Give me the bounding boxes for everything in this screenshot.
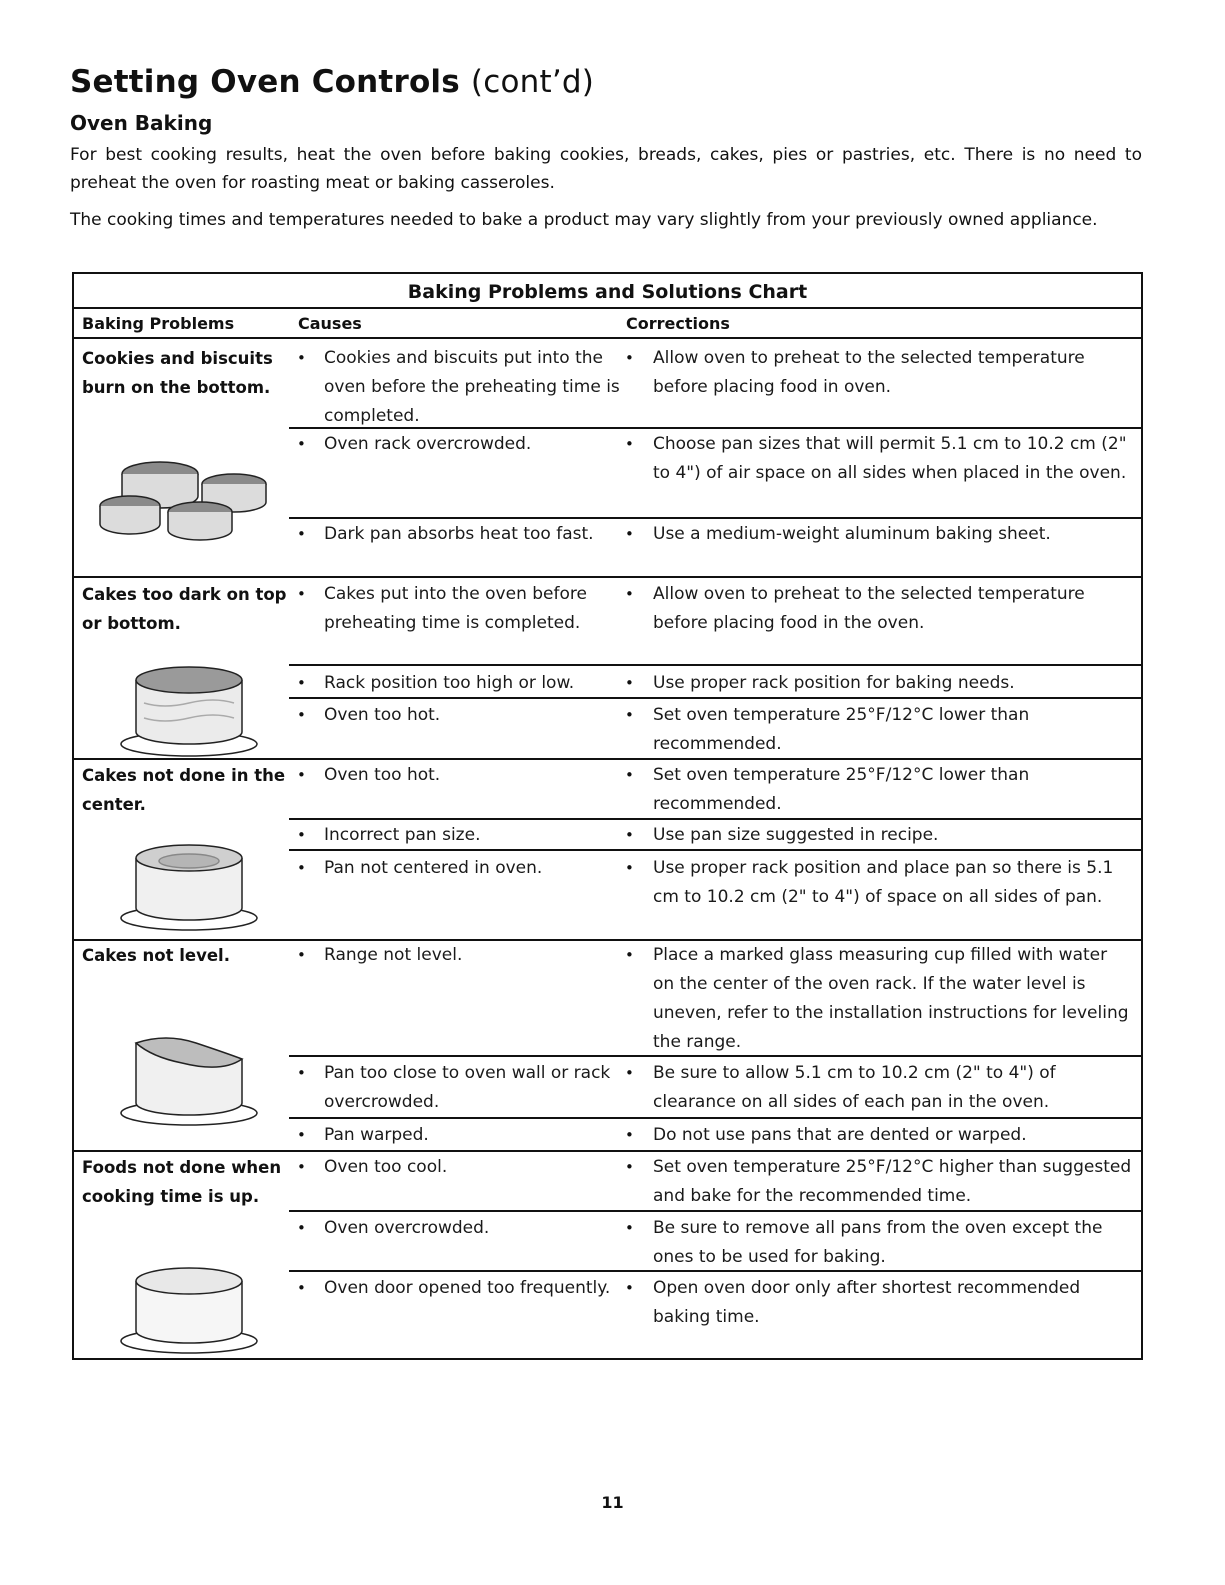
page-title-suffix: (cont’d): [470, 64, 595, 100]
header-causes: Causes: [298, 314, 362, 333]
row-divider: [289, 1210, 1141, 1212]
correction-text: Place a marked glass measuring cup filled with water on the center of the oven rack. If the water level is uneven, refer to the installation instructions for leveling the range.: [653, 945, 1129, 1052]
bullet: •: [625, 525, 634, 543]
problem-label: Cakes too dark on top or bottom.: [82, 585, 287, 633]
group-divider: [74, 1150, 1141, 1152]
correction-text: Open oven door only after shortest recommended baking time.: [653, 1278, 1081, 1327]
cause-text: Pan too close to oven wall or rack overcrowded.: [324, 1063, 611, 1112]
cause-text: Oven too hot.: [324, 765, 441, 785]
correction-text: Do not use pans that are dented or warped.: [653, 1125, 1027, 1145]
row-divider: [289, 849, 1141, 851]
cause-text: Range not level.: [324, 945, 463, 965]
row-divider: [289, 1055, 1141, 1057]
bullet: •: [297, 946, 306, 964]
problem-label: Foods not done when cooking time is up.: [82, 1158, 282, 1206]
correction-text: Choose pan sizes that will permit 5.1 cm to 10.2 cm (2" to 4") of air space on all sides when placed in the oven.: [653, 434, 1127, 483]
bullet: •: [625, 1126, 634, 1144]
bullet: •: [625, 1219, 634, 1237]
bullet: •: [297, 706, 306, 724]
cause-text: Pan warped.: [324, 1125, 429, 1145]
cause-text: Oven overcrowded.: [324, 1218, 490, 1238]
sunken-cake-illustration: [114, 834, 264, 934]
bullet: •: [625, 349, 634, 367]
bullet: •: [297, 1158, 306, 1176]
bullet: •: [625, 435, 634, 453]
correction-text: Allow oven to preheat to the selected temperature before placing food in the oven.: [653, 584, 1085, 633]
header-baking-problems: Baking Problems: [82, 314, 235, 333]
row-divider: [289, 664, 1141, 666]
bullet: •: [625, 585, 634, 603]
row-divider: [289, 427, 1141, 429]
cause-text: Rack position too high or low.: [324, 673, 575, 693]
bullet: •: [625, 946, 634, 964]
problem-label: Cakes not level.: [82, 946, 230, 965]
intro-paragraph-1: For best cooking results, heat the oven before baking cookies, breads, cakes, pies or pastries, etc. There is no need to preheat the oven for roasting meat or baking casseroles.: [70, 145, 1142, 193]
correction-text: Use a medium-weight aluminum baking sheet.: [653, 524, 1051, 544]
correction-text: Set oven temperature 25°F/12°C lower than recommended.: [653, 765, 1030, 814]
cookie-pans-illustration: [96, 446, 271, 546]
cause-text: Cookies and biscuits put into the oven before the preheating time is completed.: [324, 348, 620, 426]
dark-cake-illustration: [114, 658, 264, 758]
correction-text: Use proper rack position and place pan so there is 5.1 cm to 10.2 cm (2" to 4") of space on all sides of pan.: [653, 858, 1114, 907]
page-title: Setting Oven Controls (cont’d): [70, 64, 595, 100]
cause-text: Oven rack overcrowded.: [324, 434, 532, 454]
bullet: •: [625, 859, 634, 877]
header-divider: [74, 337, 1141, 339]
row-divider: [289, 1270, 1141, 1272]
cause-text: Dark pan absorbs heat too fast.: [324, 524, 594, 544]
bullet: •: [297, 1219, 306, 1237]
bullet: •: [297, 585, 306, 603]
bullet: •: [297, 435, 306, 453]
problem-label: Cakes not done in the center.: [82, 766, 286, 814]
bullet: •: [297, 1126, 306, 1144]
row-divider: [289, 818, 1141, 820]
uneven-cake-illustration: [114, 1029, 264, 1129]
bullet: •: [625, 766, 634, 784]
section-title: Oven Baking: [70, 111, 213, 135]
row-divider: [289, 697, 1141, 699]
header-corrections: Corrections: [626, 314, 730, 333]
intro-paragraph-2: The cooking times and temperatures needed to bake a product may vary slightly from your previously owned appliance.: [70, 210, 1098, 230]
group-divider: [74, 576, 1141, 578]
cause-text: Cakes put into the oven before preheating time is completed.: [324, 584, 587, 633]
cause-text: Oven too cool.: [324, 1157, 448, 1177]
chart-title: Baking Problems and Solutions Chart: [74, 274, 1141, 309]
bullet: •: [625, 1158, 634, 1176]
cause-text: Oven door opened too frequently.: [324, 1278, 611, 1298]
bullet: •: [297, 1279, 306, 1297]
group-divider: [74, 758, 1141, 760]
bullet: •: [297, 859, 306, 877]
bullet: •: [625, 826, 634, 844]
correction-text: Use proper rack position for baking needs.: [653, 673, 1015, 693]
correction-text: Use pan size suggested in recipe.: [653, 825, 939, 845]
correction-text: Allow oven to preheat to the selected temperature before placing food in oven.: [653, 348, 1085, 397]
bullet: •: [297, 525, 306, 543]
page-number: 11: [601, 1493, 624, 1512]
bullet: •: [297, 349, 306, 367]
row-divider: [289, 517, 1141, 519]
bullet: •: [625, 706, 634, 724]
correction-text: Be sure to remove all pans from the oven except the ones to be used for baking.: [653, 1218, 1103, 1267]
cause-text: Oven too hot.: [324, 705, 441, 725]
problem-label: Cookies and biscuits burn on the bottom.: [82, 349, 273, 397]
correction-text: Set oven temperature 25°F/12°C higher than suggested and bake for the recommended time.: [653, 1157, 1132, 1206]
bullet: •: [297, 766, 306, 784]
bullet: •: [297, 674, 306, 692]
bullet: •: [625, 1279, 634, 1297]
correction-text: Set oven temperature 25°F/12°C lower than recommended.: [653, 705, 1030, 754]
correction-text: Be sure to allow 5.1 cm to 10.2 cm (2" to 4") of clearance on all sides of each pan in the oven.: [653, 1063, 1056, 1112]
row-divider: [289, 1117, 1141, 1119]
bullet: •: [297, 826, 306, 844]
cause-text: Incorrect pan size.: [324, 825, 481, 845]
pale-cake-illustration: [114, 1261, 264, 1356]
baking-problems-chart: [72, 272, 1143, 1360]
bullet: •: [297, 1064, 306, 1082]
bullet: •: [625, 1064, 634, 1082]
bullet: •: [625, 674, 634, 692]
cause-text: Pan not centered in oven.: [324, 858, 543, 878]
